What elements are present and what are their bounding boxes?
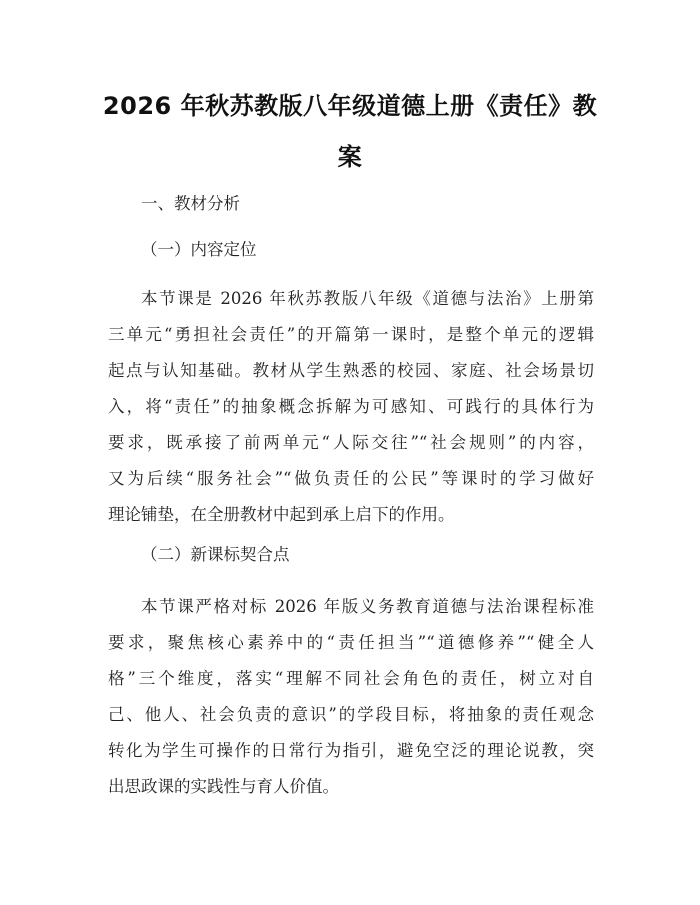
paragraph-1-line: 起点与认知基础。教材从学生熟悉的校园、家庭、社会场景切 [108,361,594,380]
paragraph-2-line: 本节课严格对标 2026 年版义务教育道德与法治课程标准 [141,597,594,616]
paragraph-1-line: 要求，既承接了前两单元“人际交往”“社会规则”的内容， [108,433,594,452]
document-title-line-1: 2026 年秋苏教版八年级道德上册《责任》教 [102,92,598,120]
paragraph-1-line: 又为后续“服务社会”“做负责任的公民”等课时的学习做好 [108,469,594,488]
paragraph-2-line: 要求，聚焦核心素养中的“责任担当”“道德修养”“健全人 [108,633,594,652]
paragraph-2-line: 出思政课的实践性与育人价值。 [108,777,339,796]
paragraph-2-line: 转化为学生可操作的日常行为指引，避免空泛的理论说教，突 [108,741,594,760]
paragraph-1-line: 理论铺垫，在全册教材中起到承上启下的作用。 [108,505,455,524]
paragraph-2-line: 己、他人、社会负责的意识”的学段目标，将抽象的责任观念 [108,705,594,724]
subsection-heading-curriculum-standard: （二）新课标契合点 [141,545,290,564]
paragraph-1-line: 入，将“责任”的抽象概念拆解为可感知、可践行的具体行为 [108,397,594,416]
document-title-line-2: 案 [337,143,363,171]
subsection-heading-content-positioning: （一）内容定位 [141,240,257,259]
section-heading-textbook-analysis: 一、教材分析 [141,194,240,213]
paragraph-1-line: 三单元“勇担社会责任”的开篇第一课时，是整个单元的逻辑 [108,325,594,344]
paragraph-2-line: 格”三个维度，落实“理解不同社会角色的责任，树立对自 [108,669,594,688]
paragraph-1-line: 本节课是 2026 年秋苏教版八年级《道德与法治》上册第 [141,289,594,308]
